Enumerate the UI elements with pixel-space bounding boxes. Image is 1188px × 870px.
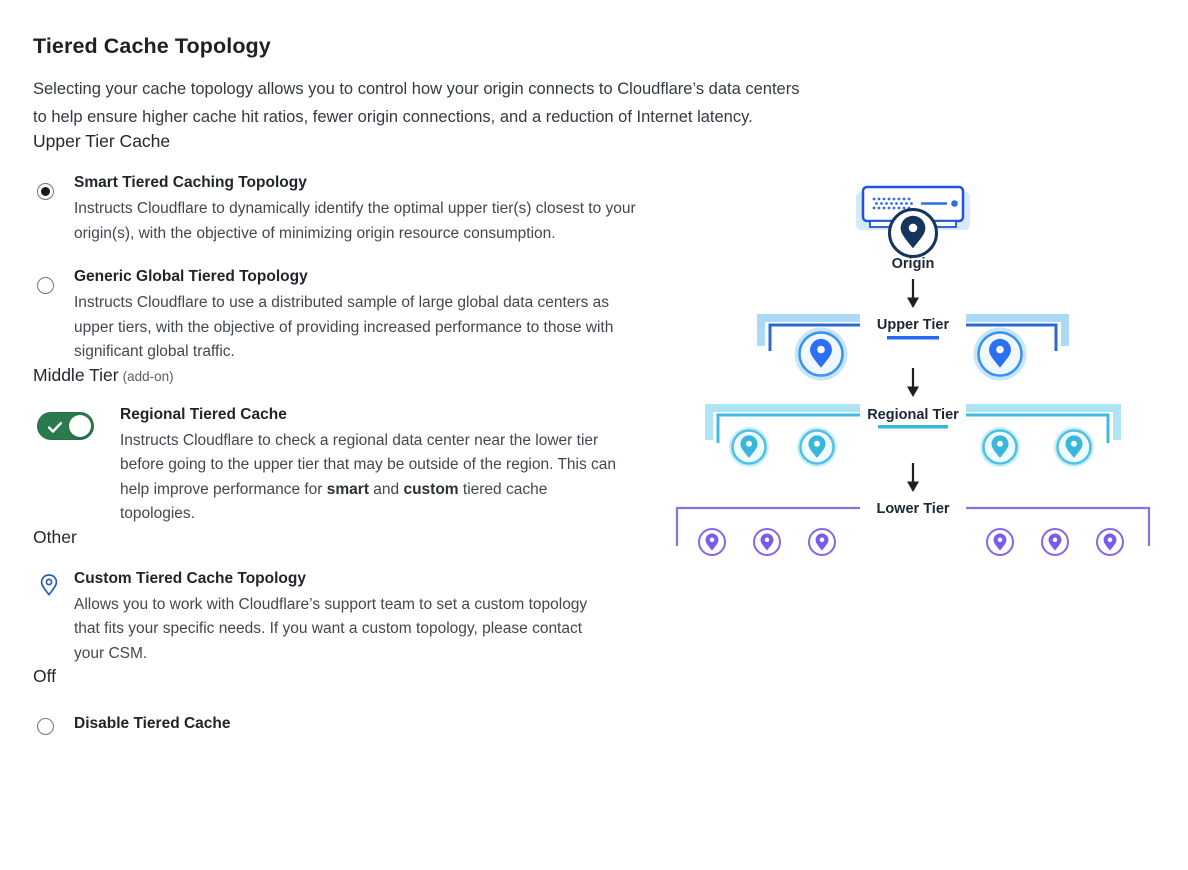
lower-tier-pin-icon: [754, 529, 780, 555]
upper-tier-pin-icon: [974, 328, 1027, 381]
lower-tier-pin-icon: [809, 529, 835, 555]
option-description: Instructs Cloudflare to dynamically identify the optimal upper tier(s) closest to your origin(s), with the objective of minimizing origin resource consumption.: [74, 200, 636, 242]
lower-tier-group: [677, 501, 1149, 555]
toggle-knob: [69, 415, 91, 437]
regional-tier-pin-icon: [729, 427, 769, 467]
origin-label: Origin: [891, 256, 935, 272]
page-description-line2: to help ensure higher cache hit ratios, fewer origin connections, and a reduction of Internet latency.: [33, 108, 753, 126]
section-heading-off: Off: [33, 666, 57, 686]
page-description: [33, 75, 953, 131]
upper-tier-label: Upper Tier: [876, 317, 950, 333]
upper-tier-pin-icon: [795, 328, 848, 381]
location-pin-outline-icon: [39, 573, 59, 598]
radio-generic-global[interactable]: [37, 277, 54, 294]
lower-tier-pin-icon: [699, 529, 725, 555]
regional-tier-label: Regional Tier: [867, 407, 959, 423]
option-description: Instructs Cloudflare to use a distributed sample of large global data centers as upper tiers, with the objective of providing increased performance to those with significant global traffic.: [74, 294, 614, 360]
section-heading-text: Middle Tier: [33, 364, 119, 385]
arrow-down-icon: [907, 279, 919, 308]
section-heading-upper-tier-cache: Upper Tier Cache: [33, 131, 171, 151]
checkmark-icon: [48, 422, 62, 433]
lower-tier-label: Lower Tier: [876, 501, 950, 517]
lower-tier-pin-icon: [1042, 529, 1068, 555]
origin-location-pin-icon: [890, 210, 937, 257]
option-disable-tiered-cache: [33, 709, 953, 735]
tiered-cache-topology-diagram: [660, 175, 1188, 575]
page-title: Tiered Cache Topology: [33, 34, 271, 58]
regional-tier-pin-icon: [1054, 427, 1094, 467]
option-label[interactable]: Generic Global Tiered Topology: [74, 268, 308, 285]
arrow-down-icon: [907, 368, 919, 397]
regional-tier-pin-icon: [980, 427, 1020, 467]
section-heading-other: Other: [33, 526, 77, 547]
radio-disable-tiered-cache[interactable]: [37, 718, 54, 735]
lower-tier-pin-icon: [987, 529, 1013, 555]
add-on-badge: (add-on): [122, 368, 174, 384]
option-label: Custom Tiered Cache Topology: [74, 569, 306, 587]
option-label[interactable]: Disable Tiered Cache: [74, 715, 231, 732]
regional-tier-group: [705, 404, 1121, 467]
origin-server-icon: [856, 187, 970, 257]
arrow-down-icon: [907, 463, 919, 492]
option-label[interactable]: Smart Tiered Caching Topology: [74, 174, 307, 191]
option-description: Allows you to work with Cloudflare’s support team to set a custom topology that fits your specific needs. If you want a custom topology, please contact your CSM.: [74, 595, 588, 662]
page-description-line1: Selecting your cache topology allows you to control how your origin connects to Cloudflare’s data centers: [33, 80, 800, 98]
regional-tier-pin-icon: [797, 427, 837, 467]
option-custom-tiered-cache: [33, 570, 953, 667]
lower-tier-pin-icon: [1097, 529, 1123, 555]
option-label: Regional Tiered Cache: [120, 405, 287, 423]
radio-smart-tiered[interactable]: [37, 183, 54, 200]
option-description: Instructs Cloudflare to check a regional data center near the lower tier before going to the upper tier that may be outside of the region. This can help improve performance for smart and custom tiered cache topologies.: [120, 431, 617, 522]
regional-tiered-cache-toggle[interactable]: [37, 412, 94, 440]
